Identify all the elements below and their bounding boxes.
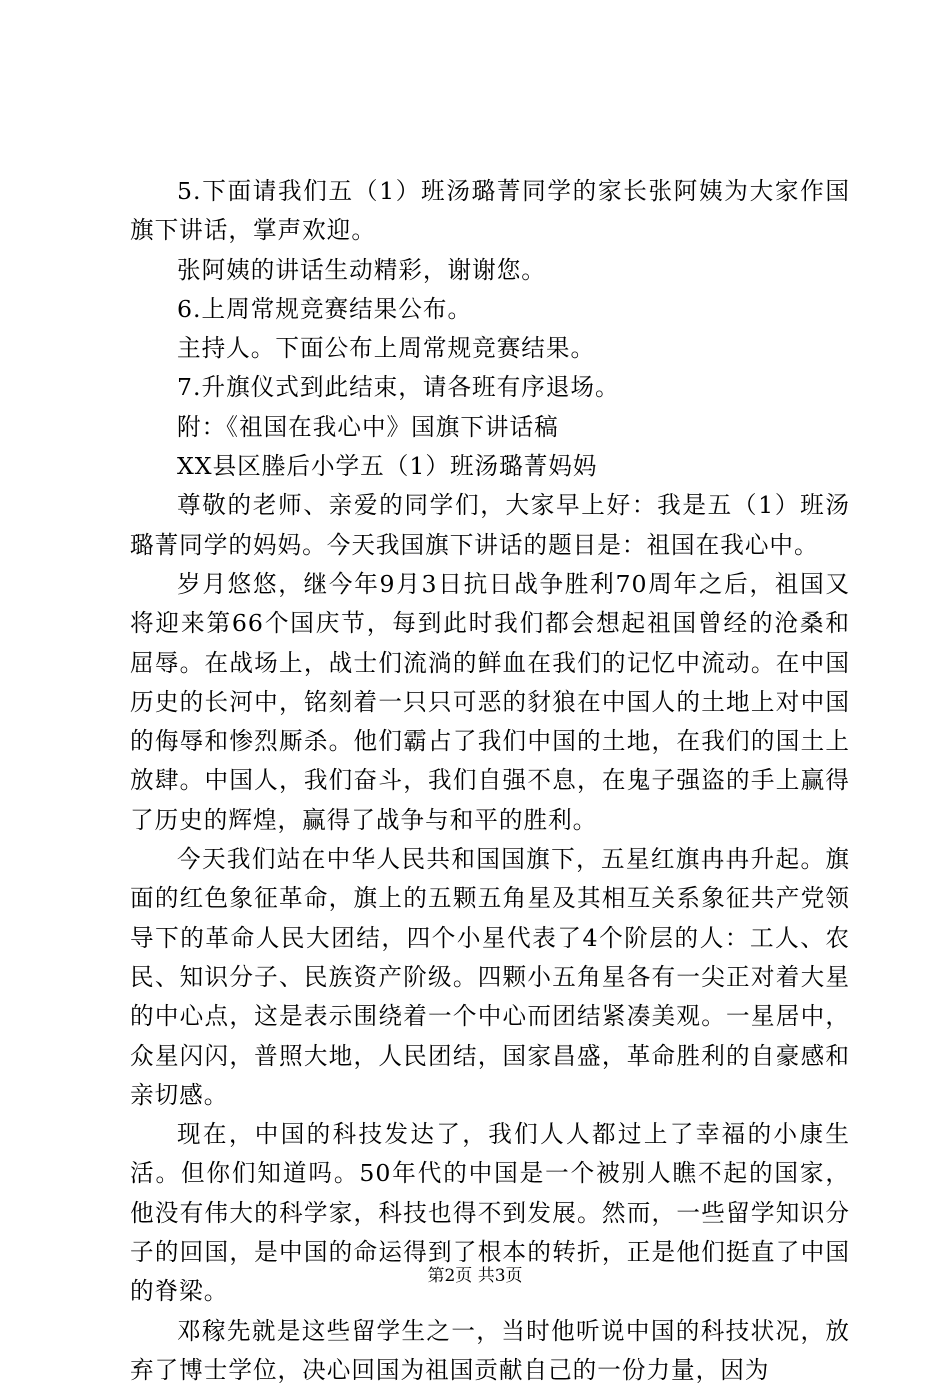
speaker-attribution: XX县区塍后小学五（1）班汤璐菁妈妈 <box>177 452 598 481</box>
paragraph-greeting: 尊敬的老师、亲爱的同学们，大家早上好：我是五（1）班汤璐菁同学的妈妈。今天我国旗下讲话的题目是：祖国在我心中。 <box>130 491 850 559</box>
paragraph-item-6-results: 6.上周常规竞赛结果公布。 <box>177 294 473 323</box>
paragraph-technology: 现在，中国的科技发达了，我们人人都过上了幸福的小康生活。但你们知道吗。50年代的中国是一个被别人瞧不起的国家，他没有伟大的科学家，科技也得不到发展。然而，一些留学知识分子的回国，是中国的命运得到了根本的转折，正是他们挺直了中国的脊梁。 <box>130 1120 850 1306</box>
document-body <box>130 172 850 1390</box>
paragraph-item-7-closing: 7.升旗仪式到此结束，请各班有序退场。 <box>177 373 620 402</box>
paragraph-deng-jiaxian: 邓稼先就是这些留学生之一，当时他听说中国的科技状况，放弃了博士学位，决心回国为祖国贡献自己的一份力量，因为 <box>130 1316 850 1384</box>
appendix-title: 附：《祖国在我心中》国旗下讲话稿 <box>177 412 559 441</box>
paragraph-flag: 今天我们站在中华人民共和国国旗下，五星红旗冉冉升起。旗面的红色象征革命，旗上的五颗五角星及其相互关系象征共产党领导下的革命人民大团结，四个小星代表了4个阶层的人：工人、农民、知识分子、民族资产阶级。四颗小五角星各有一尖正对着大星的中心点，这是表示围绕着一个中心而团结紧凑美观。一星居中，众星闪闪，普照大地，人民团结，国家昌盛，革命胜利的自豪感和亲切感。 <box>130 845 850 1109</box>
paragraph-host-announce: 主持人。下面公布上周常规竞赛结果。 <box>177 334 596 363</box>
page-footer: 第2页 共3页 <box>427 1266 523 1286</box>
paragraph-item-5-speech-invite: 5.下面请我们五（1）班汤璐菁同学的家长张阿姨为大家作国旗下讲话，掌声欢迎。 <box>130 177 850 245</box>
paragraph-history: 岁月悠悠，继今年9月3日抗日战争胜利70周年之后，祖国又将迎来第66个国庆节，每到此时我们都会想起祖国曾经的沧桑和屈辱。在战场上，战士们流淌的鲜血在我们的记忆中流动。在中国历史的长河中，铭刻着一只只可恶的豺狼在中国人的土地上对中国的侮辱和惨烈厮杀。他们霸占了我们中国的土地，在我们的国土上放肆。中国人，我们奋斗，我们自强不息，在鬼子强盗的手上赢得了历史的辉煌，赢得了战争与和平的胜利。 <box>130 569 850 834</box>
paragraph-thanks: 张阿姨的讲话生动精彩，谢谢您。 <box>177 255 546 284</box>
